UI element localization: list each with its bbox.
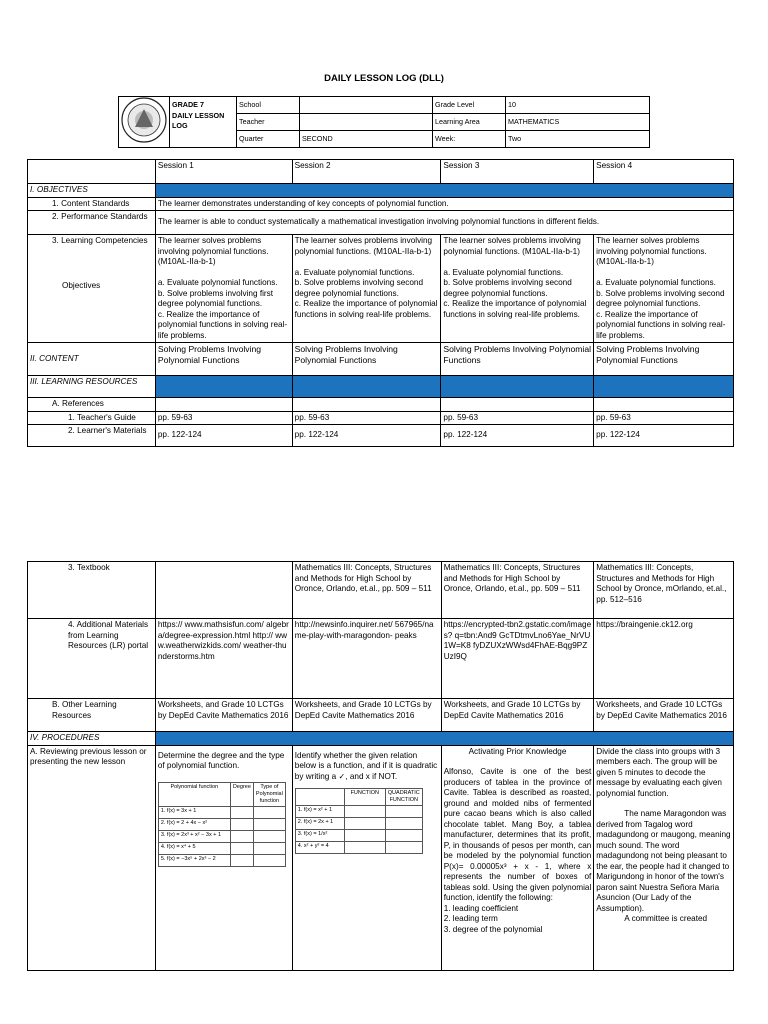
s3-title: Activating Prior Knowledge bbox=[468, 746, 567, 756]
competency-cell bbox=[441, 235, 594, 343]
quarter-value: SECOND bbox=[300, 131, 433, 148]
session4-procedure bbox=[594, 745, 734, 970]
grade-label-cell bbox=[170, 97, 237, 148]
lm-pages: pp. 122-124 bbox=[155, 425, 292, 447]
lm-pages: pp. 122-124 bbox=[441, 425, 594, 447]
section-band bbox=[155, 184, 733, 198]
procedures-heading: IV. PROCEDURES bbox=[28, 732, 156, 746]
teacher-label: Teacher bbox=[237, 114, 300, 131]
mini-cell bbox=[253, 830, 285, 842]
objective-item: a. Evaluate polynomial functions. bbox=[294, 267, 415, 277]
mini-header bbox=[295, 789, 344, 806]
degree-table bbox=[158, 782, 286, 867]
mini-header: FUNCTION bbox=[344, 789, 385, 806]
session3-procedure bbox=[441, 745, 594, 970]
session-header: Session 3 bbox=[441, 160, 594, 184]
mini-header: Degree bbox=[230, 782, 253, 806]
content-value: Solving Problems Involving Polynomial Functions bbox=[441, 343, 594, 376]
mini-cell bbox=[230, 842, 253, 854]
references-label: A. References bbox=[28, 398, 156, 412]
mini-row: 1. f(x) = 3x + 1 bbox=[158, 806, 230, 818]
objective-item: c. Realize the importance of polynomial functions in solving real-life problems. bbox=[294, 299, 438, 319]
other-resources-value: Worksheets, and Grade 10 LCTGs by DepEd Cavite Mathematics 2016 bbox=[594, 699, 734, 732]
competency-cell bbox=[292, 235, 441, 343]
mini-cell bbox=[344, 842, 385, 854]
lesson-table-1 bbox=[27, 159, 734, 447]
grade-line: GRADE 7 bbox=[172, 100, 204, 109]
competency-text: The learner solves problems involving polynomial functions. (M10AL-IIa-b-1) bbox=[443, 236, 581, 256]
textbook-value: Mathematics III: Concepts, Structures and Methods for High School by Oronce, Orlando, et.al., pp. 509 – 511 bbox=[441, 562, 594, 619]
learning-area-label: Learning Area bbox=[433, 114, 506, 131]
week-label: Week: bbox=[433, 131, 506, 148]
learning-area-value: MATHEMATICS bbox=[506, 114, 650, 131]
mini-cell bbox=[385, 842, 422, 854]
textbook-value: Mathematics III: Concepts, Structures and Methods for High School by Oronce, mOrlando, et.al., pp. 512–516 bbox=[594, 562, 734, 619]
mini-row: 2. f(x) = 2x + 1 bbox=[295, 818, 344, 830]
objective-item: c. Realize the importance of polynomial functions in solving real-life problems. bbox=[443, 299, 587, 319]
session-header: Session 2 bbox=[292, 160, 441, 184]
empty-cell bbox=[155, 398, 292, 412]
school-label: School bbox=[237, 97, 300, 114]
mini-cell bbox=[344, 818, 385, 830]
competency-cell bbox=[594, 235, 734, 343]
mini-cell bbox=[253, 806, 285, 818]
s3-text: Alfonso, Cavite is one of the best producers of tablea in the province of Cavite. Tablea is described as roasted, ground and molded nibs of fermented pure cacao beans which is also called chocolate tablet. Mang Boy, a tablea manufacturer, determines that its profit, P, in thousands of pesos per month, can be modeled by the polynomial function P(x)= 0.00005x³ + x - 1, where x represents the number of boxes of tableas sold. Using the given polynomial function, identify the following: bbox=[443, 767, 592, 902]
other-resources-label: B. Other Learning Resources bbox=[28, 699, 156, 732]
mini-cell bbox=[385, 806, 422, 818]
empty-cell bbox=[441, 398, 594, 412]
mini-cell bbox=[344, 830, 385, 842]
additional-link[interactable]: https:// www.mathsisfun.com/ algebra/degree-expression.html http:// www.weatherwizkids.com/ weather-thunderstorms.htm bbox=[155, 619, 292, 699]
objective-item: b. Solve problems involving second degree polynomial functions. bbox=[294, 278, 423, 298]
mini-cell bbox=[230, 818, 253, 830]
mini-cell bbox=[385, 818, 422, 830]
week-value: Two bbox=[506, 131, 650, 148]
header-table bbox=[118, 96, 650, 148]
objective-item: c. Realize the importance of polynomial functions in solving real-life problems. bbox=[157, 309, 288, 340]
lm-pages: pp. 122-124 bbox=[292, 425, 441, 447]
function-table bbox=[295, 788, 423, 854]
mini-header: Polynomial function bbox=[158, 782, 230, 806]
tg-pages: pp. 59-63 bbox=[594, 411, 734, 425]
textbook-value bbox=[155, 562, 292, 619]
school-value bbox=[300, 97, 433, 114]
session-header: Session 1 bbox=[155, 160, 292, 184]
mini-row: 1. f(x) = x² + 1 bbox=[295, 806, 344, 818]
teacher-value bbox=[300, 114, 433, 131]
grade-line: LOG bbox=[172, 121, 188, 130]
content-value: Solving Problems Involving Polynomial Functions bbox=[594, 343, 734, 376]
lesson-table-2 bbox=[27, 561, 734, 971]
additional-link[interactable]: http://newsinfo.inquirer.net/ 567965/name-play-with-maragondon- peaks bbox=[292, 619, 441, 699]
objective-item: a. Evaluate polynomial functions. bbox=[596, 278, 716, 287]
section-band bbox=[594, 376, 734, 398]
mini-cell bbox=[253, 818, 285, 830]
tg-pages: pp. 59-63 bbox=[441, 411, 594, 425]
mini-cell bbox=[253, 842, 285, 854]
teachers-guide-label: 1. Teacher's Guide bbox=[28, 411, 156, 425]
objective-item: c. Realize the importance of polynomial functions in solving real-life problems. bbox=[596, 309, 726, 340]
objective-item: b. Solve problems involving first degree polynomial functions. bbox=[157, 288, 274, 308]
performance-standards-text: The learner is able to conduct systematically a mathematical investigation involving polynomial functions in different fields. bbox=[155, 211, 733, 235]
mini-row: 4. x² + y² = 4 bbox=[295, 842, 344, 854]
mini-header: QUADRATIC FUNCTION bbox=[385, 789, 422, 806]
mini-cell bbox=[385, 830, 422, 842]
grade-level-label: Grade Level bbox=[433, 97, 506, 114]
s3-list-item: 1. leading coefficient bbox=[443, 903, 519, 913]
tg-pages: pp. 59-63 bbox=[292, 411, 441, 425]
objective-item: b. Solve problems involving second degree polynomial functions. bbox=[443, 278, 572, 298]
tg-pages: pp. 59-63 bbox=[155, 411, 292, 425]
session2-procedure bbox=[292, 745, 441, 970]
section-band bbox=[155, 732, 733, 746]
additional-materials-label: 4. Additional Materials from Learning Resources (LR) portal bbox=[28, 619, 156, 699]
competency-text: The learner solves problems involving polynomial functions. (M10AL-IIa-b-1) bbox=[294, 236, 433, 256]
objective-item: a. Evaluate polynomial functions. bbox=[443, 267, 564, 277]
session1-procedure bbox=[155, 745, 292, 970]
additional-link[interactable]: https://encrypted-tbn2.gstatic.com/images? q=tbn:And9 GcTDtmvLno6Yae_NrVU1W=K8 fyDZUXzWWsd4FhAE-Bqg9PZUzI9Q bbox=[441, 619, 594, 699]
lm-pages: pp. 122-124 bbox=[594, 425, 734, 447]
empty-cell bbox=[292, 398, 441, 412]
mini-row: 5. f(x) = −3x⁵ + 2x³ − 2 bbox=[158, 854, 230, 866]
s3-list-item: 3. degree of the polynomial bbox=[443, 924, 543, 934]
objective-item: b. Solve problems involving second degree polynomial functions. bbox=[596, 288, 725, 308]
s2-instruction: Identify whether the given relation below is a function, and if it is quadratic by writing a ✓, and x if NOT. bbox=[294, 750, 438, 781]
textbook-label: 3. Textbook bbox=[28, 562, 156, 619]
mini-row: 3. f(x) = 2x³ + x² − 3x + 1 bbox=[158, 830, 230, 842]
objectives-label: Objectives bbox=[62, 280, 101, 290]
mini-row: 4. f(x) = x⁴ + 5 bbox=[158, 842, 230, 854]
competency-text: The learner solves problems involving polynomial functions. (M10AL-IIa-b-1) bbox=[157, 236, 269, 266]
competency-cell bbox=[155, 235, 292, 343]
page-title: DAILY LESSON LOG (DLL) bbox=[324, 73, 444, 84]
section-band bbox=[292, 376, 441, 398]
other-resources-value: Worksheets, and Grade 10 LCTGs by DepEd Cavite Mathematics 2016 bbox=[155, 699, 292, 732]
additional-link[interactable]: https://braingenie.ck12.org bbox=[594, 619, 734, 699]
resources-heading: III. LEARNING RESOURCES bbox=[28, 376, 156, 398]
s4-text: A committee is created bbox=[624, 914, 708, 923]
grade-level-value: 10 bbox=[506, 97, 650, 114]
objectives-heading: I. OBJECTIVES bbox=[28, 184, 156, 198]
section-band bbox=[155, 376, 292, 398]
content-heading: II. CONTENT bbox=[28, 343, 156, 376]
objective-item: a. Evaluate polynomial functions. bbox=[157, 278, 278, 287]
competencies-label-cell bbox=[28, 235, 156, 343]
mini-cell bbox=[230, 830, 253, 842]
deped-seal bbox=[119, 97, 170, 148]
mini-cell bbox=[253, 854, 285, 866]
s4-text: Divide the class into groups with 3 members each. The group will be given 5 minutes to decode the message by evaluating each given polynomial function. bbox=[596, 746, 722, 798]
mini-cell bbox=[230, 806, 253, 818]
section-band bbox=[441, 376, 594, 398]
reviewing-label: A. Reviewing previous lesson or presenting the new lesson bbox=[28, 745, 156, 970]
s1-instruction: Determine the degree and the type of polynomial function. bbox=[157, 750, 285, 770]
competencies-label: 3. Learning Competencies bbox=[52, 236, 148, 245]
mini-row: 3. f(x) = 1/x² bbox=[295, 830, 344, 842]
mini-cell bbox=[344, 806, 385, 818]
empty-cell bbox=[594, 398, 734, 412]
mini-cell bbox=[230, 854, 253, 866]
performance-standards-label: 2. Performance Standards bbox=[28, 211, 156, 235]
seal-icon bbox=[121, 97, 167, 143]
s3-list-item: 2. leading term bbox=[443, 914, 498, 923]
quarter-label: Quarter bbox=[237, 131, 300, 148]
corner-cell bbox=[28, 160, 156, 184]
mini-row: 2. f(x) = 2 + 4x − x² bbox=[158, 818, 230, 830]
competency-text: The learner solves problems involving polynomial functions. (M10AL-IIa-b-1) bbox=[596, 236, 707, 266]
textbook-value: Mathematics III: Concepts, Structures and Methods for High School by Oronce, Orlando, et.al., pp. 509 – 511 bbox=[292, 562, 441, 619]
content-standards-text: The learner demonstrates understanding of key concepts of polynomial function. bbox=[155, 197, 733, 211]
grade-line: DAILY LESSON bbox=[172, 110, 225, 120]
content-value: Solving Problems Involving Polynomial Functions bbox=[155, 343, 292, 376]
learners-materials-label: 2. Learner's Materials bbox=[28, 425, 156, 447]
other-resources-value: Worksheets, and Grade 10 LCTGs by DepEd Cavite Mathematics 2016 bbox=[292, 699, 441, 732]
content-value: Solving Problems Involving Polynomial Functions bbox=[292, 343, 441, 376]
other-resources-value: Worksheets, and Grade 10 LCTGs by DepEd Cavite Mathematics 2016 bbox=[441, 699, 594, 732]
content-standards-label: 1. Content Standards bbox=[28, 197, 156, 211]
s4-text: The name Maragondon was derived from Tagalog word madagundong or maugong, meaning much sound. The word madagundong not being pleasant to the ear, the people had it changed to Marigundong in honor of the town's paron saint Nuestra Señora Maria Asuncion (Our Lady of the Assumption). bbox=[596, 809, 731, 913]
session-header: Session 4 bbox=[594, 160, 734, 184]
mini-header: Type of Polynomial function bbox=[253, 782, 285, 806]
